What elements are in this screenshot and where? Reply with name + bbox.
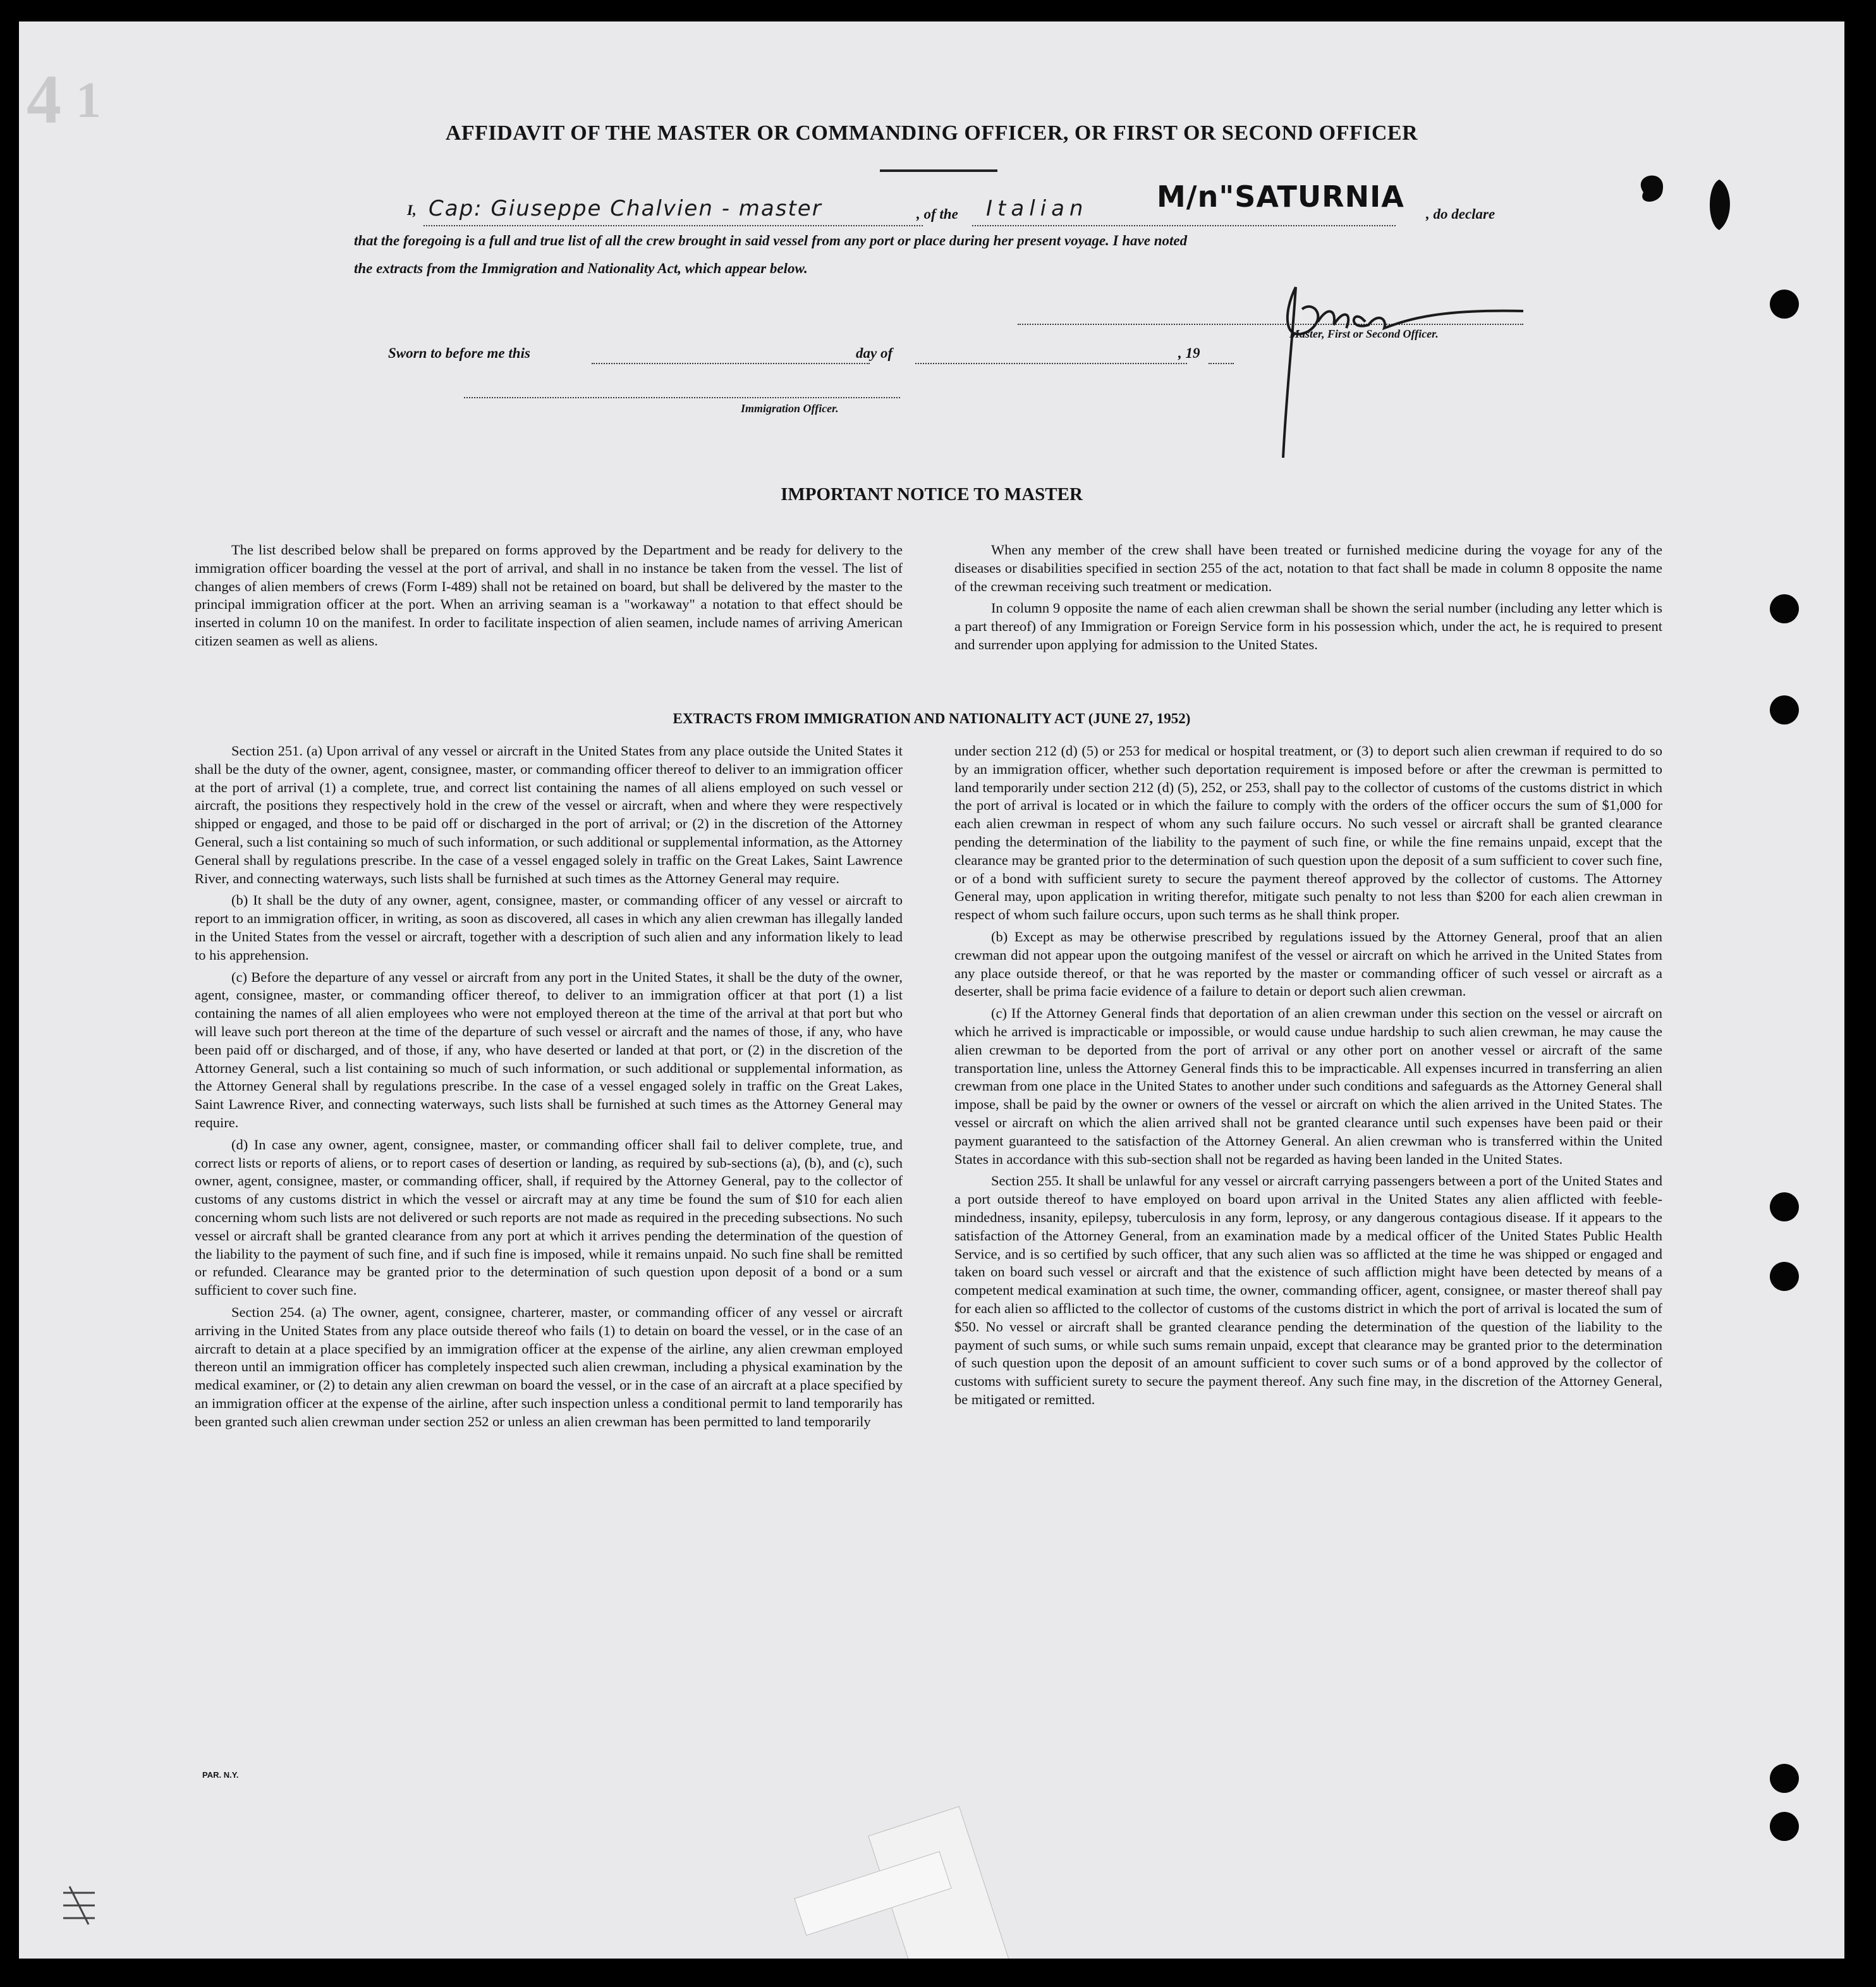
affidavit-title: AFFIDAVIT OF THE MASTER OR COMMANDING OFFICER, OR FIRST OR SECOND OFFICER bbox=[445, 121, 1418, 145]
vessel-name-stamp: M/n"SATURNIA bbox=[1157, 180, 1404, 214]
notice-paragraph: The list described below shall be prepared on forms approved by the Department and be ready for delivery to the immigration officer boarding the vessel at the port of arrival, and shall in no instance be taken from the vessel. The list of changes of alien members of crews (Form I-489) shall not be retained on board, but shall be delivered by the master to the principal immigration officer at the port. When an arriving seaman is a "workaway" a notation to that effect should be inserted in column 10 on the manifest. In order to facilitate inspection of alien seamen, include names of arriving American citizen seamen as well as aliens. bbox=[195, 542, 903, 649]
extracts-left-column bbox=[195, 742, 903, 1434]
binder-hole bbox=[1770, 290, 1799, 319]
ink-blot-marks bbox=[1624, 167, 1738, 243]
document-page bbox=[19, 21, 1844, 1959]
extract-paragraph: (b) Except as may be otherwise prescribed by regulations issued by the Attorney General, proof that an alien crewman did not appear upon the outgoing manifest of the vessel or aircraft on which he arrived in the United States from any place outside thereof, or that he was reported by the master or commanding officer of such vessel or aircraft as a deserter, shall be prima facie evidence of a failure to detain or deport such alien crewman. bbox=[954, 928, 1662, 1000]
declaration-line-3: the extracts from the Immigration and Nationality Act, which appear below. bbox=[354, 260, 808, 276]
binder-hole bbox=[1770, 1812, 1799, 1841]
printer-mark: PAR. N.Y. bbox=[202, 1770, 239, 1780]
sworn-day-of: day of bbox=[856, 345, 893, 361]
sworn-year: , 19 bbox=[1178, 345, 1200, 361]
declaration-line-2: that the foregoing is a full and true list of all the crew brought in said vessel from any port or place during her present voyage. I have noted bbox=[354, 233, 1188, 248]
immigration-officer-caption: Immigration Officer. bbox=[741, 402, 839, 415]
officer-name-line bbox=[423, 225, 923, 226]
notice-paragraph: When any member of the crew shall have been treated or furnished medicine during the voyage for any of the diseases or disabilities specified in section 255 of the act, notation to that fact shall be made in column 8 opposite the name of the crewman receiving such treatment or medication. bbox=[954, 542, 1662, 594]
declaration-prefix: I, bbox=[407, 202, 417, 218]
vessel-name-line bbox=[972, 225, 1396, 226]
sworn-date-line bbox=[592, 363, 870, 364]
notice-heading: IMPORTANT NOTICE TO MASTER bbox=[781, 484, 1083, 504]
notice-right-column bbox=[954, 541, 1662, 658]
notice-paragraph: In column 9 opposite the name of each alien crewman shall be shown the serial number (including any letter which is a part thereof) of any Immigration or Foreign Service form in his possession which, under the act, he is required to present and surrender upon applying for admission to the United States. bbox=[954, 600, 1662, 652]
notice-left-column bbox=[195, 541, 903, 654]
extract-paragraph: Section 255. It shall be unlawful for any vessel or aircraft carrying passengers between a port of the United States and a port outside thereof to have employed on board upon arrival in the United States any alien afflicted with feeble-mindedness, insanity, epilepsy, tuberculosis in any form, leprosy, or any dangerous contagious disease. If it appears to the satisfaction of the Attorney General, from an examination made by a medical officer of the United States Public Health Service, and is so certified by such officer, that any such alien was so afflicted at the time he was shipped or engaged and taken on board such vessel or aircraft and that the existence of such affliction might have been detected by means of a competent medical examination at such time, the owner, commanding officer, agent, consignee, or master thereof shall pay for each alien so afflicted to the collector of customs of the customs district in which the port of arrival is located the sum of $50. No vessel or aircraft shall be granted clearance pending the determination of the question of the liability to the payment of such sums, or while such sums remain unpaid, except that clearance may be granted prior to the determination of such question upon the deposit of an amount sufficient to cover such sums or of a bond approved by the collector of customs with sufficient surety to secure the payment thereof. Any such fine may, in the discretion of the Attorney General, be mitigated or remitted. bbox=[954, 1173, 1662, 1407]
officer-name-handwritten: Cap: Giuseppe Chalvien - master bbox=[429, 196, 822, 221]
declaration-of-the: , of the bbox=[917, 206, 958, 222]
nationality-handwritten: Italian bbox=[986, 196, 1088, 221]
sworn-year-line bbox=[1209, 363, 1234, 364]
extract-paragraph: under section 212 (d) (5) or 253 for medical or hospital treatment, or (3) to deport such alien crewman if required to do so by an immigration officer, whether such deportation requirement is imposed before or after the crewman is permitted to land temporarily under section 212 (d) (5), 252, or 253, shall pay to the collector of customs of the customs district in which the port of arrival is located or in which the failure to comply with the orders of the officer occurs the sum of $1,000 for each alien crewman in respect of whom any such failure occurs. No such vessel or aircraft shall be granted clearance pending the determination of the liability to the payment of such fine, or while the fine remains unpaid, except that the clearance may be granted prior to the determination of such question upon the deposit of a sum sufficient to cover such fine, or of a bond with sufficient surety to secure the payment thereof approved by the collector of customs. The Attorney General may, upon application in writing therefor, mitigate such penalty to not less than $200 for each alien crewman in respect of whom such failure occurs, upon such terms as he shall think proper. bbox=[954, 743, 1662, 923]
bleed-through-mark: 1 bbox=[76, 73, 101, 128]
binder-hole bbox=[1770, 1764, 1799, 1793]
immigration-officer-line bbox=[464, 397, 900, 398]
extract-paragraph: Section 251. (a) Upon arrival of any vessel or aircraft in the United States from any place outside the United States it shall be the duty of the owner, agent, consignee, master, or commanding officer thereof to deliver to an immigration officer at the port of arrival (1) a complete, true, and correct list containing the names of all aliens employed on such vessel or aircraft, the positions they respectively hold in the crew of the vessel or aircraft, when and where they were respectively shipped or engaged, and those to be paid off or discharged in the port of arrival; or (2) in the discretion of the Attorney General, such a list containing so much of such information, or such additional or supplemental information, as the Attorney General shall by regulations prescribe. In the case of a vessel engaged solely in traffic on the Great Lakes, Saint Lawrence River, and connecting waterways, such lists shall be furnished at such times as the Attorney General may require. bbox=[195, 743, 903, 886]
binder-hole bbox=[1770, 695, 1799, 724]
extract-paragraph: (b) It shall be the duty of any owner, agent, consignee, master, or commanding officer of any vessel or aircraft to report to an immigration officer, in writing, as soon as discovered, all cases in which any alien crewman has illegally landed in the United States from the vessel or aircraft, together with a description of such alien and any information likely to lead to his apprehension. bbox=[195, 892, 903, 963]
extract-paragraph: (c) If the Attorney General finds that deportation of an alien crewman under this section on the vessel or aircraft on which he arrived is impracticable or impossible, or would cause undue hardship to such alien crewman, he may cause the alien crewman to be deported from the port of arrival or any other port on another vessel or aircraft of the same transportation line, unless the Attorney General finds this to be impracticable. All expenses incurred in transferring an alien crewman from one place in the United States to another under such conditions and safeguards as the Attorney General shall impose, shall be paid by the owner or owners of the vessel or aircraft on which the alien arrived in the United States. The vessel or aircraft on which the alien arrived shall not be granted clearance until such expenses have been paid or their payment guaranteed to the satisfaction of the Attorney General. An alien crewman who is transferred within the United States in accordance with this sub-section shall not be regarded as having been landed in the United States. bbox=[954, 1005, 1662, 1167]
sworn-label: Sworn to before me this bbox=[388, 345, 530, 361]
signature-caption: Master, First or Second Officer. bbox=[1289, 327, 1439, 340]
extract-paragraph: (c) Before the departure of any vessel or aircraft from any port in the United States, it shall be the duty of the owner, agent, consignee, master, or commanding officer thereof, to deliver to an immigration officer at that port (1) a list containing the names of all alien employees who were not employed thereon at the time of the arrival at that port but who will leave such port thereon at the time of the departure of such vessel or aircraft and the names of those, if any, who have been paid off or discharged, and of those, if any, who have deserted or landed at that port, or (2) in the discretion of the Attorney General, such a list containing so much of such information, or such additional or supplemental information, as the Attorney General shall by regulations prescribe. In the case of a vessel engaged solely in traffic on the Great Lakes, Saint Lawrence River, and connecting waterways, such lists shall be furnished at such times as the Attorney General may require. bbox=[195, 969, 903, 1130]
declaration-do-declare: , do declare bbox=[1426, 206, 1495, 222]
extracts-heading: EXTRACTS FROM IMMIGRATION AND NATIONALITY ACT (JUNE 27, 1952) bbox=[673, 711, 1191, 726]
extracts-right-column bbox=[954, 742, 1662, 1413]
stray-pencil-mark bbox=[57, 1880, 107, 1931]
binder-hole bbox=[1770, 1192, 1799, 1221]
extract-paragraph: Section 254. (a) The owner, agent, consignee, charterer, master, or commanding officer of any vessel or aircraft arriving in the United States from any place outside thereof who fails (1) to detain on board the vessel, or in the case of an aircraft to detain at a place specified by an immigration officer at the expense of the airline, any alien crewman employed thereon until an immigration officer has completely inspected such alien crewman, including a physical examination by the medical examiner, or (2) to detain any alien crewman on board the vessel, or in the case of an aircraft at a place specified by an immigration officer at the expense of the airline, after such inspection unless a conditional permit to land temporarily has been granted such alien crewman under section 252 or unless an alien crewman has been permitted to land temporarily bbox=[195, 1304, 903, 1429]
master-signature bbox=[1258, 249, 1536, 464]
bleed-through-mark: 4 bbox=[27, 61, 61, 138]
sworn-month-line bbox=[915, 363, 1187, 364]
title-divider bbox=[880, 169, 997, 172]
binder-hole bbox=[1770, 1262, 1799, 1291]
binder-hole bbox=[1770, 594, 1799, 623]
extract-paragraph: (d) In case any owner, agent, consignee, master, or commanding officer shall fail to deliver complete, true, and correct lists or reports of aliens, or to report cases of desertion or landing, as required by sub-sections (a), (b), and (c), such owner, agent, consignee, master, or commanding officer, shall, if required by the Attorney General, pay to the collector of customs of any customs district in which the vessel or aircraft may at any time be found the sum of $10 for each alien concerning whom such lists are not delivered or such reports are not made as required in the preceding subsections. No such vessel or aircraft shall be granted clearance from any port at which it arrives pending the determination of the question of the liability to the payment of such fine, and if such fine is imposed, while it remains unpaid. No such fine shall be remitted or refunded. Clearance may be granted prior to the determination of such question upon deposit of a bond or a sum sufficient to cover such fine. bbox=[195, 1136, 903, 1299]
